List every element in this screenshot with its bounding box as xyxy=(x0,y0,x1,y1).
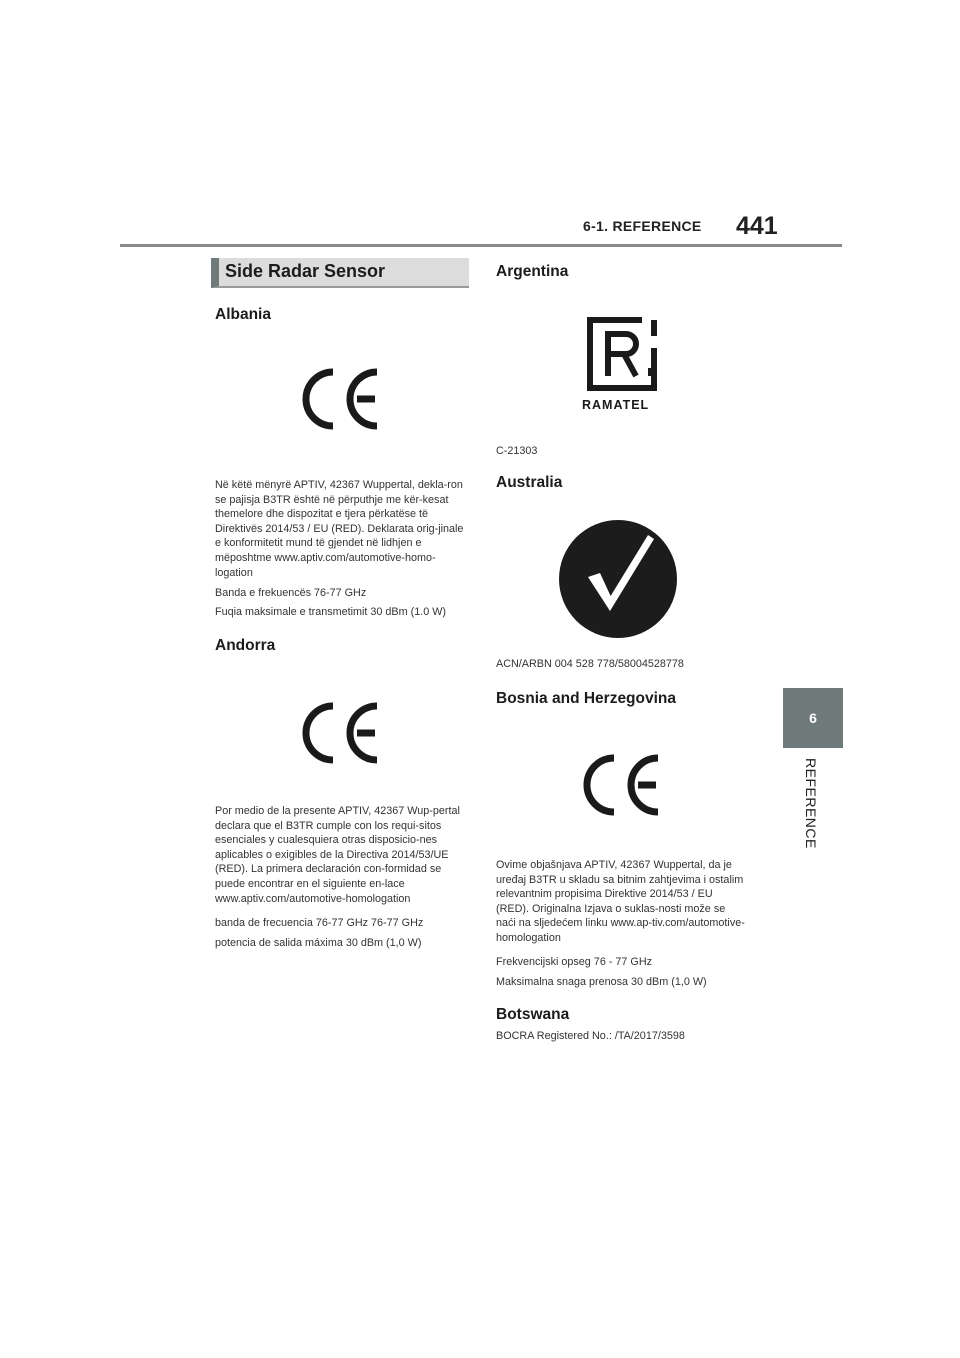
andorra-declaration: Por medio de la presente APTIV, 42367 Wup-pertal declara que el B3TR cumple con los requi-sitos esenciales y cualesquiera otras disposicio-nes aplicables o exigibles de la Directiva 2014/53/UE (RED). La primera declaración con-formidad se puede encontrar en el siguiente en-lace www.aptiv.com/automotive-homologation xyxy=(215,805,460,905)
heading-bosnia: Bosnia and Herzegovina xyxy=(496,690,677,707)
australia-code: ACN/ARBN 004 528 778/58004528778 xyxy=(496,658,684,670)
bosnia-power: Maksimalna snaga prenosa 30 dBm (1,0 W) xyxy=(496,976,707,988)
ce-mark-icon xyxy=(576,754,662,816)
bosnia-declaration: Ovime objašnjava APTIV, 42367 Wuppertal, da je uređaj B3TR u skladu sa bitnim zahtjevima i ostalim relevantnim propisima Direktive 2014/53 / EU (RED). Originalna Izjava o suklas-nosti može se naći na sljedećem linku www.ap-tiv.com/automotive-homologation xyxy=(496,859,745,944)
albania-declaration: Në këtë mënyrë APTIV, 42367 Wuppertal, dekla-ron se pajisja B3TR është në përputhje me kër-kesat themelore dhe dispozitat e tjera përkatëse të Direktivës 2014/53 / EU (RED). Deklarata orig-jinale e konformitetit mund të gjendet në lidhjen e mëposhtme www.aptiv.com/automotive-homo-logation xyxy=(215,479,464,579)
section-banner-title: Side Radar Sensor xyxy=(225,261,386,281)
andorra-frequency: banda de frecuencia 76-77 GHz 76-77 GHz xyxy=(215,917,424,929)
bosnia-frequency: Frekvencijski opseg 76 - 77 GHz xyxy=(496,956,653,968)
heading-botswana: Botswana xyxy=(496,1006,570,1023)
heading-andorra: Andorra xyxy=(215,637,276,654)
section-label: 6-1. REFERENCE xyxy=(583,218,702,234)
albania-power: Fuqia maksimale e transmetimit 30 dBm (1.0 W) xyxy=(215,606,446,618)
argentina-code: C-21303 xyxy=(496,445,538,457)
rcm-check-mark-icon xyxy=(558,519,678,639)
botswana-registration: BOCRA Registered No.: /TA/2017/3598 xyxy=(496,1030,685,1042)
albania-frequency: Banda e frekuencës 76-77 GHz xyxy=(215,587,367,599)
chapter-side-title: REFERENCE xyxy=(803,758,819,849)
section-banner xyxy=(211,258,469,288)
andorra-power: potencia de salida máxima 30 dBm (1,0 W) xyxy=(215,937,422,949)
heading-australia: Australia xyxy=(496,474,563,491)
ramatel-logo-icon xyxy=(584,316,664,394)
page-number: 441 xyxy=(736,212,778,240)
ramatel-logo xyxy=(584,316,664,412)
ramatel-logo-text: RAMATEL xyxy=(582,398,650,412)
ce-mark-icon xyxy=(295,368,381,430)
ce-mark-icon xyxy=(295,702,381,764)
chapter-tab: 6 xyxy=(783,688,843,748)
header-rule xyxy=(120,244,842,247)
heading-albania: Albania xyxy=(215,306,271,323)
heading-argentina: Argentina xyxy=(496,263,569,280)
